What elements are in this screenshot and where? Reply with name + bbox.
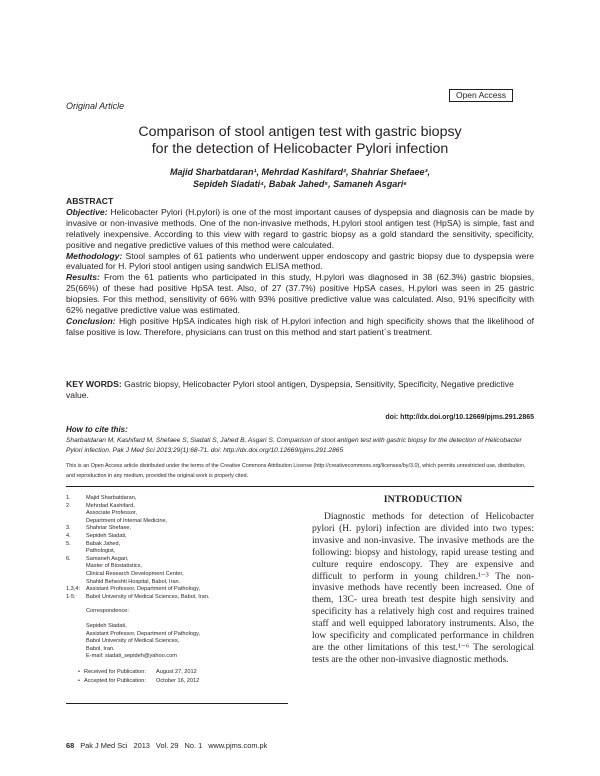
- affiliation-number: 1.: [66, 495, 71, 501]
- affiliation-number: 4.: [66, 532, 71, 539]
- accepted-date: October 16, 2012: [156, 678, 200, 685]
- title-line-2: for the detection of Helicobacter Pylori infection: [151, 141, 449, 157]
- abstract-objective: [66, 207, 534, 251]
- affiliation-number: 6.: [66, 555, 71, 562]
- keywords: [66, 379, 534, 401]
- abstract-conclusion: [66, 316, 534, 338]
- affiliation-text: Clinical Research Development Center,: [86, 570, 184, 577]
- accepted-label: Accepted for Publication:: [84, 678, 146, 685]
- keywords-text: Gastric biopsy, Helicobacter Pylori stool antigen, Dyspepsia, Sensitivity, Specificity, Negative predictive value.: [66, 379, 514, 400]
- affiliation-row: [66, 548, 288, 556]
- citation-heading: How to cite this:: [66, 425, 128, 434]
- abstract-results: [66, 272, 534, 316]
- objective-label: Objective:: [66, 206, 108, 217]
- affiliation-text: Samaneh Asgari,: [86, 555, 129, 562]
- affiliation-row: [66, 594, 288, 602]
- affiliation-text: Babak Jahed,: [86, 540, 121, 547]
- affiliation-row: [66, 518, 288, 526]
- affiliation-number: 5.: [66, 540, 71, 547]
- affiliation-row: [66, 495, 288, 503]
- affiliation-number: [66, 548, 86, 556]
- affiliation-number: [66, 563, 86, 571]
- authors-line-2: Sepideh Siadati⁴, Babak Jahed⁵, Samaneh Asgari⁶: [193, 179, 407, 189]
- results-label: Results:: [66, 272, 100, 283]
- affiliation-number: [66, 510, 86, 518]
- authors-line-1: Majid Sharbatdaran¹, Mehrdad Kashifard², Shahriar Shefaee³,: [169, 167, 431, 177]
- correspondence-title: Assistant Professor, Department of Pathology,: [86, 630, 201, 637]
- keywords-label: KEY WORDS:: [66, 379, 122, 389]
- affiliation-text: Master of Biostatistics,: [86, 563, 142, 570]
- doi-link[interactable]: doi: http://dx.doi.org/10.12669/pjms.291.2865: [385, 414, 534, 421]
- article-title: [66, 124, 534, 158]
- affiliation-text: Pathologist,: [86, 548, 116, 555]
- received-row: [66, 669, 288, 677]
- affiliations: [66, 495, 288, 686]
- affiliation-text: Shahid Beheshti Hospital, Babol, Iran.: [86, 578, 181, 585]
- page-number: 68: [66, 741, 75, 750]
- bullet-icon: •: [78, 678, 80, 685]
- journal-year: 2013: [133, 741, 150, 750]
- affiliation-row: [66, 556, 288, 564]
- author-list: [66, 166, 534, 190]
- conclusion-text: High positive HpSA indicates high risk of H.pylori infection and high specificity shows that the likelihood of false positive is low. Therefore, physicians can trust on this method and start patient´s treatment.: [66, 315, 534, 337]
- correspondence-institution: Babol University of Medical Sciences,: [86, 638, 180, 645]
- affiliation-text: Assistant Professor, Department of Pathology,: [86, 586, 201, 593]
- journal-website[interactable]: www.pjms.com.pk: [208, 741, 268, 750]
- title-line-1: Comparison of stool antigen test with gastric biopsy: [138, 124, 462, 140]
- affiliation-number: [66, 579, 86, 587]
- license-text: This is an Open Access article distributed under the terms of the Creative Commons Attribution License (http://creativecommons.org/licenses/by/3.0), which permits unrestricted use, distribution, and reproduction in any medium, provided the original work is properly cited.: [66, 463, 526, 479]
- affiliation-row: [66, 503, 288, 511]
- received-label: Received for Publication:: [84, 668, 146, 675]
- affiliation-row: [66, 563, 288, 571]
- page-footer: [66, 741, 273, 750]
- correspondence-label: Correspondence:: [86, 608, 129, 615]
- citation-text: Sharbatdaran M, Kashifard M, Shefaee S, Siadati S, Jahed B, Asgari S. Comparison of stool antigen test with gastric biopsy for the detection of Helicobacter Pylori infection. Pak J Med Sci 2013;29(1):68-71. doi: http://dx.doi.org/10.12669/pjms.291.2865: [66, 437, 522, 454]
- abstract-heading: ABSTRACT: [66, 196, 114, 206]
- affiliation-text: Babol University of Medical Sciences, Babol, Iran.: [86, 593, 210, 600]
- accepted-row: [66, 678, 288, 686]
- correspondence-email[interactable]: E-mail: siadati_sepideh@yahoo.com: [86, 653, 177, 660]
- bullet-icon: •: [78, 668, 80, 675]
- affiliation-number: 2.: [66, 502, 71, 509]
- abstract: [66, 196, 534, 338]
- affiliation-text: Shahriar Shefaee,: [86, 525, 132, 532]
- affiliation-row: [66, 525, 288, 533]
- affiliation-text: Department of Internal Medicine,: [86, 517, 168, 524]
- affiliation-number: [66, 518, 86, 526]
- introduction-heading: INTRODUCTION: [383, 494, 463, 505]
- results-text: From the 61 patients who participated in this study, H.pylori was diagnosed in 38 (62.3%) gastric biopsies, 25(66%) of these had positive HpSA test. Also, of 27 (37.7%) positive HpSA cases, H.pylori was seen in 25 gastric biopsies. For this method, sensitivity of 66% with 93% positive predictive value was calculated. Also, 91% specificity with 62% negative predictive value was estimated.: [66, 272, 534, 316]
- received-date: August 27, 2012: [156, 668, 197, 675]
- affiliation-text: Majid Sharbatdaran,: [86, 495, 137, 501]
- correspondence-name: Sepideh Siadati,: [86, 622, 127, 629]
- affiliation-text: Sepideh Siadati,: [86, 532, 127, 539]
- methodology-label: Methodology:: [66, 250, 123, 261]
- affiliation-row: [66, 541, 288, 549]
- correspondence-city: Babol, Iran.: [86, 645, 115, 652]
- affiliation-number: 1-5:: [66, 593, 76, 600]
- affiliation-number: 1,3,4:: [66, 586, 80, 593]
- objective-text: Helicobacter Pylori (H.pylori) is one of the most important causes of dyspepsia and diagnosis can be made by invasive or non-invasive methods. One of the non-invasive methods, H.pylori stool antigen test (HpSA) is simple, fast and relatively inexpensive. According to this view with regard to gastric biopsy as a gold standard the sensitivity, specificity, positive and negative predictive values of this method were calculated.: [66, 206, 534, 250]
- conclusion-label: Conclusion:: [66, 315, 116, 326]
- affiliation-row: [66, 571, 288, 579]
- section-divider: [66, 486, 534, 487]
- article-type-label: Original Article: [66, 101, 125, 111]
- affiliation-row: [66, 510, 288, 518]
- affiliation-number: [66, 571, 86, 579]
- affiliation-row: [66, 586, 288, 594]
- affiliation-row: [66, 579, 288, 587]
- abstract-methodology: [66, 251, 534, 273]
- affiliation-text: Associate Professor,: [86, 510, 137, 517]
- methodology-text: Stool samples of 61 patients who underwent upper endoscopy and gastric biopsy due to dyspepsia were evaluated for H. Pylori stool antigen using sandwich ELISA method.: [66, 250, 534, 272]
- open-access-badge: Open Access: [449, 89, 513, 102]
- journal-volume: Vol. 29: [155, 741, 179, 750]
- journal-number: No. 1: [184, 741, 203, 750]
- affiliations-divider: [66, 703, 288, 704]
- affiliation-row: [66, 533, 288, 541]
- journal-name: Pak J Med Sci: [80, 741, 128, 750]
- introduction-text: Diagnostic methods for detection of Helicobacter pylori (H. pylori) infection are divided into two types: invasive and non-invasive. The invasive methods are the following: biopsy and histology, rapid urease testing and culture require endoscopy. They are expensive and difficult to perform in young children.¹⁻³ The non-invasive methods have recently been increased. One of them, 13C- urea breath test despite high sensivity and specificity has a relatively high cost and requires trained staff and well equipped laboratory instruments. Also, the low specificity and complicated performance in children are the other limitations of this test.¹⁻⁶ The serological tests are the other non-invasive diagnostic methods.: [312, 512, 534, 665]
- affiliation-number: 3.: [66, 525, 71, 532]
- affiliation-text: Mehrdad Kashifard,: [86, 502, 135, 509]
